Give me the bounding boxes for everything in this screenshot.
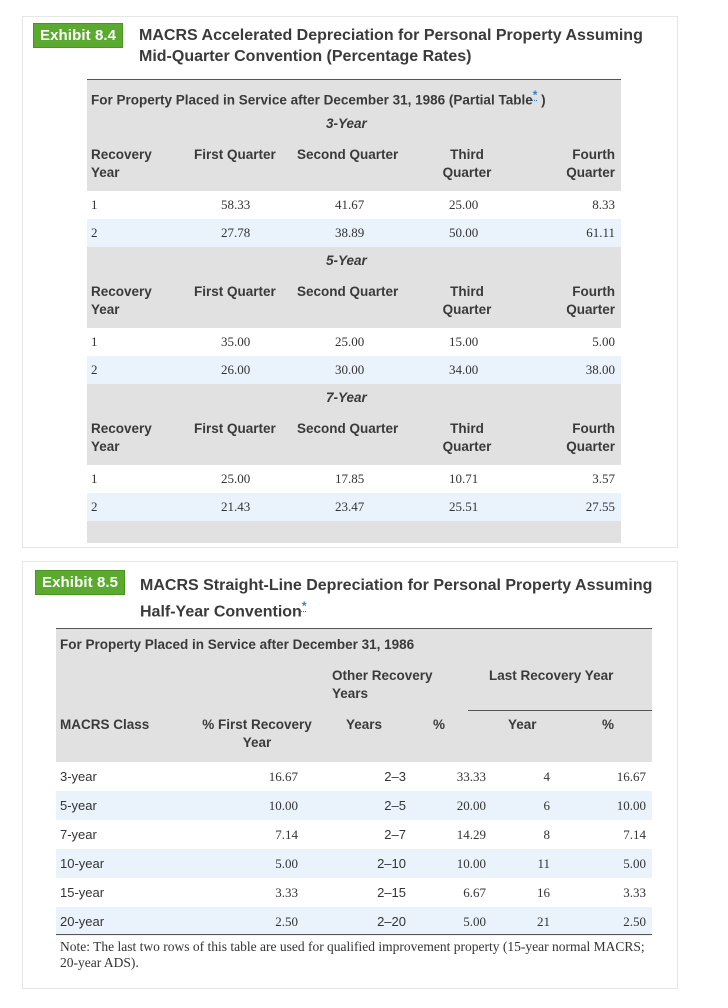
cell-q1: 25.00 xyxy=(221,471,251,486)
col-first-recovery-year xyxy=(194,716,320,752)
cell-percent: 33.33 xyxy=(456,769,486,784)
cell-years: 2–15 xyxy=(377,885,406,900)
exhibit-8-5-title-line1: MACRS Straight-Line Depreciation for Personal Property Assuming xyxy=(140,577,653,594)
exhibit-8-4-title-line1: MACRS Accelerated Depreciation for Personal Property Assuming xyxy=(139,27,643,44)
table-bottom-rule xyxy=(56,934,652,935)
cell-q3: 34.00 xyxy=(449,362,479,377)
col-second-quarter: Second Quarter xyxy=(297,421,399,436)
col-third-quarter xyxy=(437,420,497,456)
col-first-quarter: First Quarter xyxy=(194,284,276,299)
col-last-percent: % xyxy=(602,717,615,732)
col-third-label: Third xyxy=(450,147,484,162)
cell-years: 2–7 xyxy=(384,827,406,842)
cell-q1: 21.43 xyxy=(221,499,251,514)
cell-years: 2–3 xyxy=(384,769,406,784)
col-macrs-class: MACRS Class xyxy=(60,717,150,732)
cell-q3: 15.00 xyxy=(449,334,479,349)
cell-q4: 61.11 xyxy=(586,225,615,240)
col-second-quarter: Second Quarter xyxy=(297,284,399,299)
exhibit-8-5-title-line2-wrap xyxy=(140,596,652,622)
cell-last-year: 4 xyxy=(543,769,550,784)
cell-q2: 41.67 xyxy=(335,197,365,212)
col-year-label: Year xyxy=(91,302,120,317)
cell-q2: 23.47 xyxy=(335,499,365,514)
table-row xyxy=(56,762,652,791)
exhibit-8-4-title xyxy=(139,25,643,67)
cell-macrs-class: 20-year xyxy=(60,914,105,929)
table-row xyxy=(87,328,621,356)
cell-year: 1 xyxy=(91,334,98,349)
col-quarter-label: Quarter xyxy=(442,439,492,454)
cell-last-year: 6 xyxy=(543,798,550,813)
table-row xyxy=(87,356,621,384)
exhibit-8-5-title xyxy=(140,575,652,622)
footnote-star-icon[interactable]: * xyxy=(301,599,307,613)
col-fourth-label: Fourth xyxy=(572,147,615,162)
col-recovery-label: Recovery xyxy=(91,147,152,162)
cell-percent: 5.00 xyxy=(463,914,486,929)
cell-macrs-class: 10-year xyxy=(60,856,105,871)
col-first-label-b: Year xyxy=(242,735,272,750)
col-third-label: Third xyxy=(450,421,484,436)
cell-last-percent: 2.50 xyxy=(623,914,646,929)
cell-percent: 14.29 xyxy=(456,827,486,842)
table-row xyxy=(87,465,621,493)
group-underline xyxy=(468,710,652,711)
table-row xyxy=(87,191,621,219)
col-fourth-label: Fourth xyxy=(572,421,615,436)
cell-q2: 38.89 xyxy=(335,225,365,240)
col-year-label: Year xyxy=(91,165,120,180)
cell-q2: 30.00 xyxy=(335,362,365,377)
col-recovery-year xyxy=(91,283,152,319)
cell-macrs-class: 3-year xyxy=(60,769,97,784)
cell-q4: 5.00 xyxy=(592,334,615,349)
exhibit-8-4-badge: Exhibit 8.4 xyxy=(33,23,123,48)
cell-years: 2–20 xyxy=(377,914,406,929)
col-first-quarter: First Quarter xyxy=(194,147,276,162)
section-label-3-year: 3-Year xyxy=(326,116,367,131)
col-quarter-label: Quarter xyxy=(442,165,492,180)
cell-year: 2 xyxy=(91,362,98,377)
cell-last-year: 8 xyxy=(543,827,550,842)
cell-q3: 25.00 xyxy=(449,197,479,212)
cell-years: 2–10 xyxy=(377,856,406,871)
exhibit-8-4-panel xyxy=(22,16,678,548)
exhibit-8-5-panel xyxy=(22,561,678,989)
cell-q2: 25.00 xyxy=(335,334,365,349)
cell-last-percent: 5.00 xyxy=(623,856,646,871)
section-label-5-year: 5-Year xyxy=(326,253,367,268)
cell-last-year: 16 xyxy=(537,885,550,900)
cell-percent: 6.67 xyxy=(463,885,486,900)
table-header-text: For Property Placed in Service after December 31, 1986 (Partial Table xyxy=(91,92,533,108)
cell-macrs-class: 5-year xyxy=(60,798,97,813)
cell-percent: 20.00 xyxy=(456,798,486,813)
col-quarter-label: Quarter xyxy=(566,165,615,180)
cell-first-recovery: 2.50 xyxy=(275,914,298,929)
col-percent: % xyxy=(433,717,446,732)
col-quarter-label: Quarter xyxy=(566,302,615,317)
group-other-label-b: Years xyxy=(332,686,369,701)
cell-last-percent: 10.00 xyxy=(616,798,646,813)
cell-first-recovery: 16.67 xyxy=(268,769,298,784)
exhibit-8-5-title-line2: Half-Year Convention xyxy=(140,603,302,621)
col-fourth-quarter xyxy=(553,283,615,319)
exhibit-8-5-table-header: For Property Placed in Service after December 31, 1986 xyxy=(60,637,415,652)
exhibit-8-5-badge: Exhibit 8.5 xyxy=(35,570,125,595)
group-other-label-a: Other Recovery xyxy=(332,668,433,683)
col-first-label-a: % First Recovery xyxy=(202,717,312,732)
cell-last-percent: 3.33 xyxy=(623,885,646,900)
col-quarter-label: Quarter xyxy=(566,439,615,454)
col-third-label: Third xyxy=(450,284,484,299)
table-row xyxy=(56,878,652,907)
col-second-quarter: Second Quarter xyxy=(297,147,399,162)
col-recovery-year xyxy=(91,420,152,456)
cell-year: 1 xyxy=(91,471,98,486)
col-recovery-year xyxy=(91,146,152,182)
exhibit-8-4-title-line2: Mid-Quarter Convention (Percentage Rates) xyxy=(139,48,472,65)
cell-year: 1 xyxy=(91,197,98,212)
cell-q3: 10.71 xyxy=(449,471,479,486)
col-year-label: Year xyxy=(91,439,120,454)
table-note xyxy=(60,939,645,971)
section-label-7-year: 7-Year xyxy=(326,390,367,405)
table-row xyxy=(87,493,621,521)
col-quarter-label: Quarter xyxy=(442,302,492,317)
cell-first-recovery: 7.14 xyxy=(275,827,298,842)
table-row xyxy=(56,791,652,820)
table-row xyxy=(56,820,652,849)
col-first-quarter: First Quarter xyxy=(194,421,276,436)
cell-macrs-class: 7-year xyxy=(60,827,97,842)
cell-q1: 35.00 xyxy=(221,334,251,349)
cell-years: 2–5 xyxy=(384,798,406,813)
cell-q3: 50.00 xyxy=(449,225,479,240)
group-other-recovery-years xyxy=(332,667,433,703)
col-last-year: Year xyxy=(508,717,537,732)
col-fourth-quarter xyxy=(553,420,615,456)
col-third-quarter xyxy=(437,283,497,319)
table-row xyxy=(87,219,621,247)
cell-q1: 58.33 xyxy=(221,197,251,212)
table-row xyxy=(56,849,652,878)
cell-last-year: 21 xyxy=(537,914,550,929)
exhibit-8-5-table xyxy=(56,629,652,932)
exhibit-8-4-table xyxy=(87,80,621,543)
table-row xyxy=(56,907,652,936)
col-fourth-label: Fourth xyxy=(572,284,615,299)
cell-first-recovery: 3.33 xyxy=(275,885,298,900)
cell-q1: 26.00 xyxy=(221,362,251,377)
cell-q4: 38.00 xyxy=(585,362,615,377)
cell-last-percent: 16.67 xyxy=(616,769,646,784)
cell-percent: 10.00 xyxy=(456,856,486,871)
cell-q2: 17.85 xyxy=(335,471,365,486)
cell-q4: 27.55 xyxy=(585,499,615,514)
cell-last-percent: 7.14 xyxy=(623,827,646,842)
exhibit-8-4-table-header xyxy=(91,88,546,108)
cell-macrs-class: 15-year xyxy=(60,885,105,900)
group-last-recovery-year: Last Recovery Year xyxy=(489,668,614,683)
cell-last-year: 11 xyxy=(537,856,550,871)
note-line2: 20-year ADS). xyxy=(60,955,139,970)
cell-first-recovery: 5.00 xyxy=(275,856,298,871)
cell-year: 2 xyxy=(91,225,98,240)
cell-year: 2 xyxy=(91,499,98,514)
cell-first-recovery: 10.00 xyxy=(268,798,298,813)
cell-q1: 27.78 xyxy=(221,225,251,240)
col-third-quarter xyxy=(437,146,497,182)
cell-q4: 8.33 xyxy=(592,197,615,212)
footnote-star-icon[interactable]: * xyxy=(532,88,538,102)
cell-q4: 3.57 xyxy=(592,471,615,486)
note-line1: Note: The last two rows of this table are used for qualified improvement property (15-year normal MACRS; xyxy=(60,939,645,954)
cell-q3: 25.51 xyxy=(449,499,479,514)
col-recovery-label: Recovery xyxy=(91,421,152,436)
table-header-close: ) xyxy=(537,92,546,108)
col-years: Years xyxy=(346,717,383,732)
col-fourth-quarter xyxy=(553,146,615,182)
col-recovery-label: Recovery xyxy=(91,284,152,299)
